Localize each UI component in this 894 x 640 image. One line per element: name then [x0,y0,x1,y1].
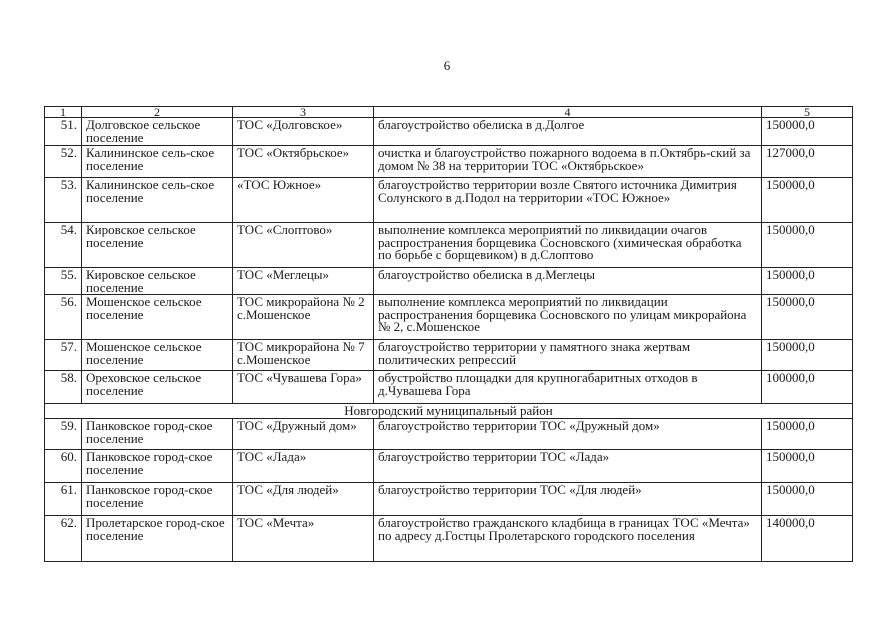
tos-cell: ТОС «Мечта» [233,516,374,562]
tos-cell: ТОС микрорайона № 7 с.Мошенское [233,340,374,371]
row-number: 62. [45,516,82,562]
row-number: 54. [45,223,82,268]
work-description-cell: благоустройство обелиска в д.Долгое [374,118,762,146]
tos-cell: ТОС «Для людей» [233,483,374,516]
tos-cell: ТОС «Лада» [233,450,374,483]
tos-cell: ТОС микрорайона № 2 с.Мошенское [233,295,374,340]
amount-cell: 150000,0 [762,268,853,295]
tos-cell: «ТОС Южное» [233,178,374,223]
table-row [45,483,853,516]
settlement-cell: Кировское сельское поселение [82,223,233,268]
amount-cell: 150000,0 [762,118,853,146]
row-number: 58. [45,371,82,404]
settlement-cell: Пролетарское город-ское поселение [82,516,233,562]
tos-cell: ТОС «Дружный дом» [233,419,374,450]
work-description-cell: благоустройство территории ТОС «Для людей» [374,483,762,516]
page-number: 6 [443,58,451,73]
tos-cell: ТОС «Меглецы» [233,268,374,295]
tos-cell: ТОС «Слоптово» [233,223,374,268]
row-number: 61. [45,483,82,516]
column-number: 4 [374,107,762,118]
amount-cell: 150000,0 [762,178,853,223]
column-number-row [45,107,853,118]
tos-cell: ТОС «Чувашева Гора» [233,371,374,404]
table-row [45,371,853,404]
row-number: 55. [45,268,82,295]
row-number: 57. [45,340,82,371]
work-description-cell: очистка и благоустройство пожарного водоема в п.Октябрь-ский за домом № 38 на территории ТОС «Октябрьское» [374,146,762,178]
table-row [45,268,853,295]
settlement-cell: Калининское сель-ское поселение [82,146,233,178]
settlement-cell: Мошенское сельское поселение [82,295,233,340]
table-row [45,516,853,562]
table-row [45,295,853,340]
table-row [45,340,853,371]
tos-cell: ТОС «Долговское» [233,118,374,146]
amount-cell: 140000,0 [762,516,853,562]
row-number: 59. [45,419,82,450]
amount-cell: 150000,0 [762,450,853,483]
row-number: 52. [45,146,82,178]
register-table [44,106,853,562]
amount-cell: 150000,0 [762,419,853,450]
work-description-cell: выполнение комплекса мероприятий по ликвидации распространения борщевика Сосновского по улицам микрорайона № 2, с.Мошенское [374,295,762,340]
work-description-cell: благоустройство территории ТОС «Дружный дом» [374,419,762,450]
amount-cell: 127000,0 [762,146,853,178]
table-row [45,223,853,268]
table-row [45,450,853,483]
amount-cell: 150000,0 [762,295,853,340]
amount-cell: 150000,0 [762,223,853,268]
table-row [45,146,853,178]
settlement-cell: Калининское сель-ское поселение [82,178,233,223]
rows-group-a [45,118,853,404]
table-row [45,419,853,450]
row-number: 53. [45,178,82,223]
work-description-cell: выполнение комплекса мероприятий по ликвидации очагов распространения борщевика Сосновского (химическая обработка по борьбе с борщевиком) в д.Слоптово [374,223,762,268]
rows-group-b [45,419,853,562]
row-number: 56. [45,295,82,340]
work-description-cell: благоустройство обелиска в д.Меглецы [374,268,762,295]
column-number: 3 [233,107,374,118]
amount-cell: 150000,0 [762,483,853,516]
column-number: 1 [45,107,82,118]
work-description-cell: благоустройство территории возле Святого источника Димитрия Солунского в д.Подол на территории «ТОС Южное» [374,178,762,223]
work-description-cell: обустройство площадки для крупногабаритных отходов в д.Чувашева Гора [374,371,762,404]
amount-cell: 150000,0 [762,340,853,371]
settlement-cell: Ореховское сельское поселение [82,371,233,404]
settlement-cell: Кировское сельское поселение [82,268,233,295]
section-title: Новгородский муниципальный район [45,404,853,419]
column-number: 5 [762,107,853,118]
amount-cell: 100000,0 [762,371,853,404]
table-row [45,118,853,146]
section-row [45,404,853,419]
row-number: 60. [45,450,82,483]
settlement-cell: Долговское сельское поселение [82,118,233,146]
tos-cell: ТОС «Октябрьское» [233,146,374,178]
settlement-cell: Панковское город-ское поселение [82,483,233,516]
settlement-cell: Панковское город-ское поселение [82,450,233,483]
column-number: 2 [82,107,233,118]
settlement-cell: Панковское город-ское поселение [82,419,233,450]
settlement-cell: Мошенское сельское поселение [82,340,233,371]
section-group [45,404,853,419]
work-description-cell: благоустройство территории у памятного знака жертвам политических репрессий [374,340,762,371]
table-row [45,178,853,223]
work-description-cell: благоустройство территории ТОС «Лада» [374,450,762,483]
row-number: 51. [45,118,82,146]
work-description-cell: благоустройство гражданского кладбища в границах ТОС «Мечта» по адресу д.Гостцы Пролетарского городского поселения [374,516,762,562]
